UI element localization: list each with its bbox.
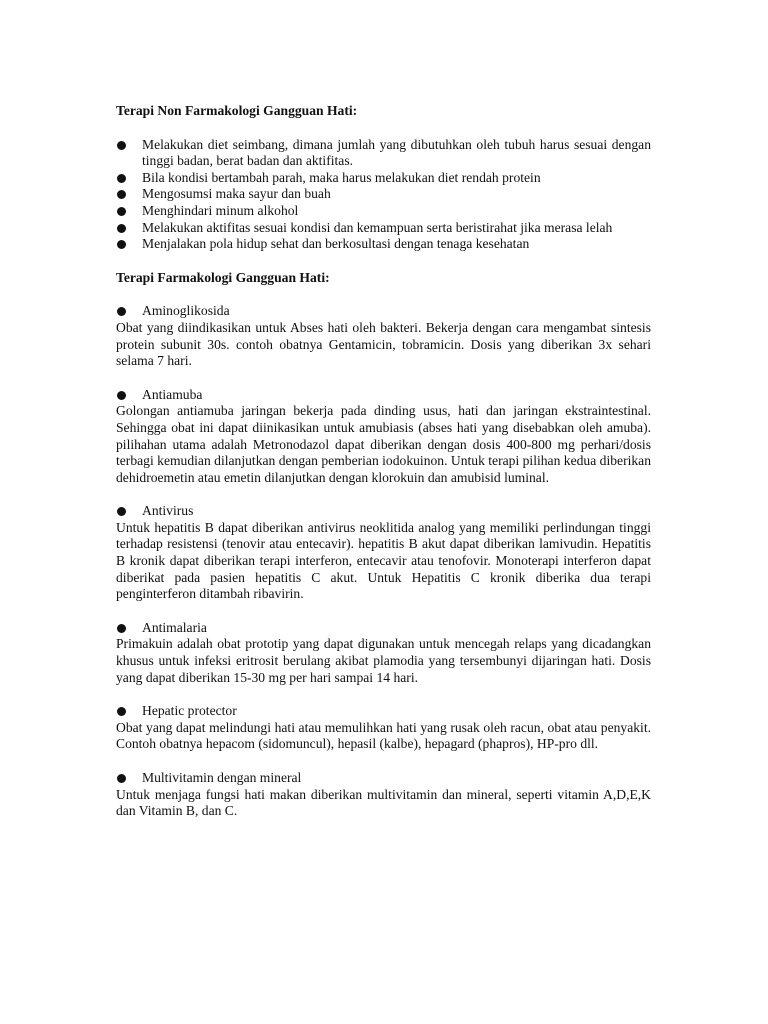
list-item xyxy=(116,186,651,203)
drug-title xyxy=(116,703,651,720)
drug-name: Hepatic protector xyxy=(142,703,237,719)
drug-section-multivitamin xyxy=(116,770,651,820)
drug-description: Untuk hepatitis B dapat diberikan antivirus neoklitida analog yang memiliki perlindungan tinggi terhadap resistensi (tenovir atau entecavir). hepatitis B akut dapat diberikan lamivudin. Hepatitis B kronik dapat diberikan terapi interferon, entecavir atau tenofovir. Monoterapi interferon dapat diberikat pada pasien hepatitis C akut. Untuk Hepatitis C kronik diberika dua terapi penginterferon ditambah ribavirin. xyxy=(116,519,651,602)
list-item-text: Melakukan diet seimbang, dimana jumlah yang dibutuhkan oleh tubuh harus sesuai dengan tinggi badan, berat badan dan aktifitas. xyxy=(142,136,651,169)
drug-section-hepatic-protector xyxy=(116,703,651,753)
drug-name: Aminoglikosida xyxy=(142,303,230,319)
list-item xyxy=(116,137,651,170)
list-item-text: Mengosumsi maka sayur dan buah xyxy=(142,186,331,202)
list-item-text: Melakukan aktifitas sesuai kondisi dan kemampuan serta beristirahat jika merasa lelah xyxy=(142,219,613,235)
list-item-text: Menghindari minum alkohol xyxy=(142,202,299,218)
bullet-icon xyxy=(117,207,126,216)
drug-title xyxy=(116,503,651,520)
bullet-icon xyxy=(117,141,126,150)
drug-section-antivirus xyxy=(116,503,651,603)
drug-name: Antiamuba xyxy=(142,386,203,402)
document-page xyxy=(116,103,651,837)
bullet-icon xyxy=(117,707,126,716)
bullet-icon xyxy=(117,307,126,316)
list-item-text: Menjalakan pola hidup sehat dan berkosultasi dengan tenaga kesehatan xyxy=(142,236,530,252)
drug-description: Primakuin adalah obat prototip yang dapat digunakan untuk mencegah relaps yang dicadangkan khusus untuk infeksi eritrosit berulang akibat plamodia yang tersembunyi dijaringan hati. Dosis yang dapat diberikan 15-30 mg per hari sampai 14 hari. xyxy=(116,636,651,685)
bullet-icon xyxy=(117,391,126,400)
drug-description: Untuk menjaga fungsi hati makan diberikan multivitamin dan mineral, seperti vitamin A,D,E,K dan Vitamin B, dan C. xyxy=(116,786,651,819)
bullet-icon xyxy=(117,174,126,183)
list-item-text: Bila kondisi bertambah parah, maka harus melakukan diet rendah protein xyxy=(142,169,541,185)
drug-title xyxy=(116,387,651,404)
list-item xyxy=(116,203,651,220)
drug-name: Multivitamin dengan mineral xyxy=(142,770,302,785)
bullet-icon xyxy=(117,774,126,783)
list-item xyxy=(116,170,651,187)
bullet-icon xyxy=(117,507,126,516)
bullet-icon xyxy=(117,624,126,633)
drug-description: Obat yang dapat melindungi hati atau memulihkan hati yang rusak oleh racun, obat atau penyakit. Contoh obatnya hepacom (sidomuncul), hepasil (kalbe), hepagard (phapros), HP-pro dll. xyxy=(116,719,651,752)
drug-title xyxy=(116,770,651,787)
section-heading-farmakologi: Terapi Farmakologi Gangguan Hati: xyxy=(116,269,330,285)
bullet-icon xyxy=(117,240,126,249)
drug-name: Antivirus xyxy=(142,503,194,519)
section-heading-nonfarmakologi: Terapi Non Farmakologi Gangguan Hati: xyxy=(116,103,358,118)
drug-description: Obat yang diindikasikan untuk Abses hati oleh bakteri. Bekerja dengan cara mengambat sintesis protein subunit 30s. contoh obatnya Gentamicin, tobramicin. Dosis yang diberikan 3x sehari selama 7 hari. xyxy=(116,319,651,369)
drug-section-antiamuba xyxy=(116,387,651,487)
bullet-icon xyxy=(117,190,126,199)
nonfarmakologi-list xyxy=(116,137,651,253)
drug-name: Antimalaria xyxy=(142,619,207,635)
drug-description: Golongan antiamuba jaringan bekerja pada dinding usus, hati dan jaringan ekstraintestinal. Sehingga obat ini dapat diinikasikan untuk amubiasis (abses hati yang disebabkan oleh amuba). pilihahan utama adalah Metronodazol dapat diberikan dengan dosis 400-800 mg perhari/dosis terbagi kemudian dilanjutkan dengan pemberian iodokuinon. Untuk terapi pilihan kedua diberikan dehidroemetin atau emetin dilanjutkan dengan klorokuin dan amubisid luminal. xyxy=(116,403,651,485)
list-item xyxy=(116,220,651,237)
drug-section-aminoglikosida xyxy=(116,303,651,369)
list-item xyxy=(116,236,651,253)
drug-section-antimalaria xyxy=(116,620,651,686)
bullet-icon xyxy=(117,224,126,233)
drug-title xyxy=(116,303,651,320)
drug-title xyxy=(116,620,651,637)
